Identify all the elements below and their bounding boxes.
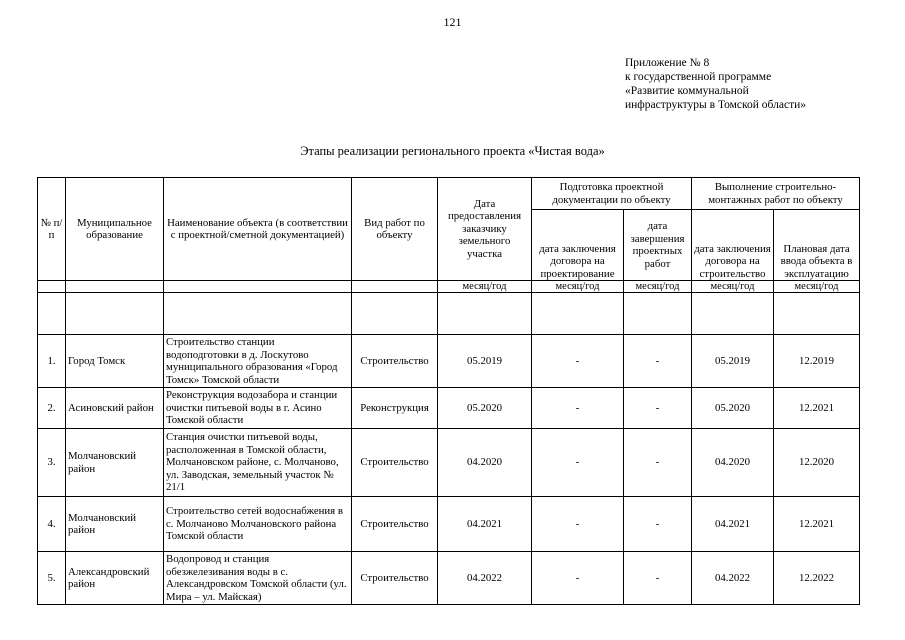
row-object: Строительство станции водоподготовки в д. Лоскутово муниципального образования «Город Томск» Томской области xyxy=(164,335,352,388)
appendix-line: «Развитие коммунальной xyxy=(625,85,749,97)
table-row xyxy=(38,388,860,429)
row-construction-contract: 04.2021 xyxy=(692,497,774,552)
row-num: 5. xyxy=(38,552,66,605)
row-municipality: Молчановский район xyxy=(66,429,164,497)
header-construction-group: Выполнение строительно-монтажных работ по объекту xyxy=(692,178,860,210)
unit-cell xyxy=(352,281,438,293)
header-num: № п/п xyxy=(38,178,66,281)
row-work-type: Строительство xyxy=(352,497,438,552)
header-municipality: Муниципальное образование xyxy=(66,178,164,281)
row-object: Станция очистки питьевой воды, расположенная в Томской области, Молчановском районе, с. Молчаново, ул. Заводская, земельный участок № 21/1 xyxy=(164,429,352,497)
table-row xyxy=(38,335,860,388)
row-commissioning: 12.2020 xyxy=(774,429,860,497)
unit-cell: месяц/год xyxy=(438,281,532,293)
row-design-contract: - xyxy=(532,552,624,605)
header-commissioning: Плановая дата ввода объекта в эксплуатацию xyxy=(774,210,860,281)
row-commissioning: 12.2019 xyxy=(774,335,860,388)
unit-cell xyxy=(66,281,164,293)
row-commissioning: 12.2022 xyxy=(774,552,860,605)
header-row xyxy=(38,178,860,210)
row-design-finish: - xyxy=(624,388,692,429)
row-land-date: 05.2020 xyxy=(438,388,532,429)
row-object: Реконструкция водозабора и станции очистки питьевой воды в г. Асино Томской области xyxy=(164,388,352,429)
table-row xyxy=(38,497,860,552)
stages-table xyxy=(37,177,860,605)
row-design-contract: - xyxy=(532,497,624,552)
table-row xyxy=(38,429,860,497)
header-design-group: Подготовка проектной документации по объекту xyxy=(532,178,692,210)
spacer-row xyxy=(38,293,860,335)
row-municipality: Город Томск xyxy=(66,335,164,388)
row-num: 3. xyxy=(38,429,66,497)
header-design-contract: дата заключения договора на проектирование xyxy=(532,210,624,281)
row-land-date: 05.2019 xyxy=(438,335,532,388)
units-row xyxy=(38,281,860,293)
row-work-type: Строительство xyxy=(352,335,438,388)
row-construction-contract: 04.2022 xyxy=(692,552,774,605)
appendix-line: к государственной программе xyxy=(625,71,772,83)
row-land-date: 04.2021 xyxy=(438,497,532,552)
row-design-finish: - xyxy=(624,497,692,552)
row-design-contract: - xyxy=(532,429,624,497)
row-num: 2. xyxy=(38,388,66,429)
row-design-contract: - xyxy=(532,335,624,388)
row-construction-contract: 05.2019 xyxy=(692,335,774,388)
row-design-finish: - xyxy=(624,335,692,388)
header-work-type: Вид работ по объекту xyxy=(352,178,438,281)
unit-cell: месяц/год xyxy=(624,281,692,293)
row-object: Строительство сетей водоснабжения в с. Молчаново Молчановского района Томской области xyxy=(164,497,352,552)
row-construction-contract: 05.2020 xyxy=(692,388,774,429)
appendix-line: Приложение № 8 xyxy=(625,57,710,69)
unit-cell: месяц/год xyxy=(774,281,860,293)
row-work-type: Реконструкция xyxy=(352,388,438,429)
row-design-finish: - xyxy=(624,429,692,497)
document-title: Этапы реализации регионального проекта «Чистая вода» xyxy=(300,144,605,158)
header-object: Наименование объекта (в соответствии с проектной/сметной документацией) xyxy=(164,178,352,281)
page-number: 121 xyxy=(443,15,462,29)
header-design-finish: дата завершения проектных работ xyxy=(624,210,692,281)
row-land-date: 04.2022 xyxy=(438,552,532,605)
row-design-contract: - xyxy=(532,388,624,429)
row-municipality: Александровский район xyxy=(66,552,164,605)
row-commissioning: 12.2021 xyxy=(774,388,860,429)
unit-cell xyxy=(38,281,66,293)
row-object: Водопровод и станция обезжелезивания воды в с. Александровском Томской области (ул. Мира – ул. Майская) xyxy=(164,552,352,605)
row-num: 4. xyxy=(38,497,66,552)
row-construction-contract: 04.2020 xyxy=(692,429,774,497)
appendix-note xyxy=(625,56,895,112)
row-municipality: Асиновский район xyxy=(66,388,164,429)
header-construction-contract: дата заключения договора на строительство xyxy=(692,210,774,281)
row-num: 1. xyxy=(38,335,66,388)
unit-cell: месяц/год xyxy=(532,281,624,293)
row-work-type: Строительство xyxy=(352,552,438,605)
row-commissioning: 12.2021 xyxy=(774,497,860,552)
unit-cell: месяц/год xyxy=(692,281,774,293)
table-row xyxy=(38,552,860,605)
header-land-date: Дата предоставления заказчику земельного участка xyxy=(438,178,532,281)
row-work-type: Строительство xyxy=(352,429,438,497)
row-land-date: 04.2020 xyxy=(438,429,532,497)
appendix-line: инфраструктуры в Томской области» xyxy=(625,99,806,111)
row-design-finish: - xyxy=(624,552,692,605)
unit-cell xyxy=(164,281,352,293)
row-municipality: Молчановский район xyxy=(66,497,164,552)
